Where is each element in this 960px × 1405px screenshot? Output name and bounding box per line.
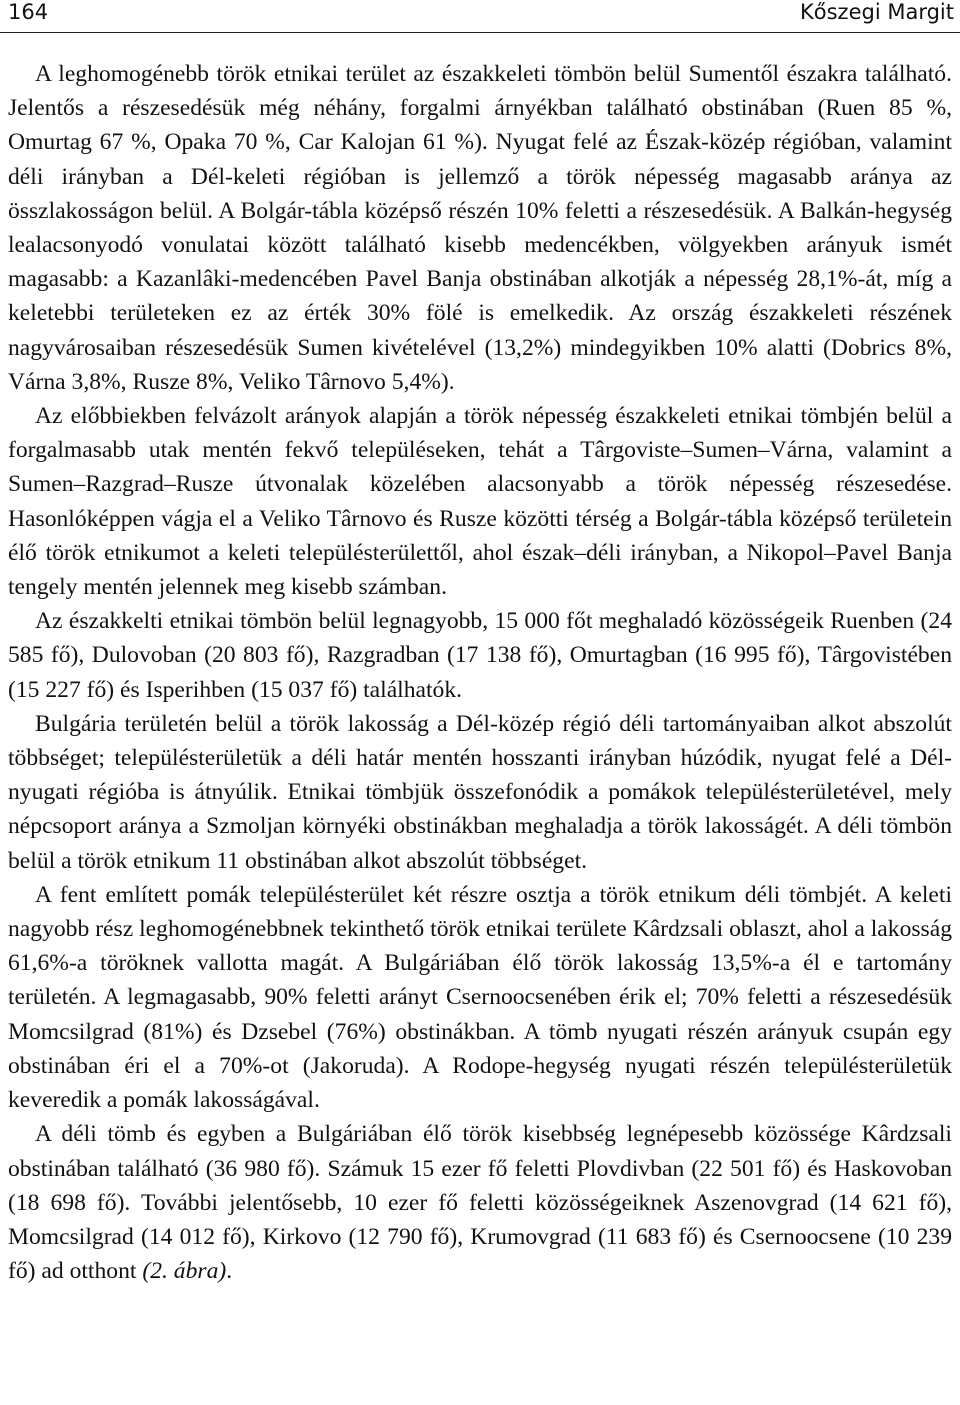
paragraph <box>8 57 952 399</box>
paragraph-text: A fent említett pomák településterület két részre osztja a török etnikum déli tömbjét. A keleti nagyobb rész leghomogénebbnek tekinthető török etnikai területe Kârdzsali oblaszt, ahol a lakosság 61,6%-a töröknek vallotta magát. A Bulgáriában élő török lakosság 13,5%-a él e tartomány területén. A legmagasabb, 90% feletti arányt Csernoocsenében érik el; 70% feletti a részesedésük Momcsilgrad (81%) és Dzsebel (76%) obstinákban. A tömb nyugati részén arányuk csupán egy obstinában éri el a 70%-ot (Jakoruda). A Rodope-hegység nyugati részén településterületük keveredik a pomák lakosságával. <box>8 881 952 1114</box>
paragraph <box>8 878 952 1117</box>
paragraph-text: Bulgária területén belül a török lakosság a Dél-közép régió déli tartományaiban alkot abszolút többséget; településterületük a déli határ mentén hosszanti irányban húzódik, nyugat felé a Dél-nyugati régióba is átnyúlik. Etnikai tömbjük összefonódik a pomákok településterületével, mely népcsoport aránya a Szmoljan környéki obstinákban meghaladja a török lakosságét. A déli tömbön belül a török etnikum 11 obstinában alkot abszolút többséget. <box>8 710 952 874</box>
paragraph-text: Az északkelti etnikai tömbön belül legnagyobb, 15 000 főt meghaladó közösségeik Ruenben (24 585 fő), Dulovoban (20 803 fő), Razgradban (17 138 fő), Omurtagban (16 995 fő), Târgovistében (15 227 fő) és Isperihben (15 037 fő) találhatók. <box>8 608 952 703</box>
running-head-author: Kőszegi Margit <box>800 0 954 24</box>
paragraph-text: Az előbbiekben felvázolt arányok alapján a török népesség északkeleti etnikai tömbjén belül a forgalmasabb utak mentén fekvő településeken, tehát a Târgoviste–Sumen–Várna, valamint a Sumen–Razgrad–Rusze útvonalak közelében alacsonyabb a török népesség részesedése. Hasonlóképpen vágja el a Veliko Târnovo és Rusze közötti térség a Bolgár-tábla középső területein élő török etnikumot a keleti településterülettől, ahol észak–déli irányban, a Nikopol–Pavel Banja tengely mentén jelennek meg kisebb számban. <box>8 403 952 601</box>
body-text <box>8 57 952 1288</box>
paragraph <box>8 604 952 707</box>
page-number: 164 <box>8 0 49 24</box>
paragraph <box>8 399 952 604</box>
paragraph-text: A déli tömb és egyben a Bulgáriában élő török kisebbség legnépesebb közössége Kârdzsali obstinában található (36 980 fő). Számuk 15 ezer fő feletti Plovdivban (22 501 fő) és Haskovoban (18 698 fő). További jelentősebb, 10 ezer fő feletti közösségeiknek Aszenovgrad (14 621 fő), Momcsilgrad (14 012 fő), Kirkovo (12 790 fő), Krumovgrad (11 683 fő) és Csernoocsene (10 239 fő) ad otthont <box>8 1121 952 1285</box>
running-header <box>0 0 960 33</box>
paragraph-text: A leghomogénebb török etnikai terület az északkeleti tömbön belül Sumentől északra található. Jelentős a részesedésük még néhány, forgalmi árnyékban található obstinában (Ruen 85 %, Omurtag 67 %, Opaka 70 %, Car Kalojan 61 %). Nyugat felé az Észak-közép régióban, valamint déli irányban a Dél-keleti régióban is jellemző a török népesség magasabb aránya az összlakosságon belül. A Bolgár-tábla középső részén 10% feletti a részesedésük. A Balkán-hegység lealacsonyodó vonulatai között található kisebb medencékben, völgyekben arányuk ismét magasabb: a Kazanlâki-medencében Pavel Banja obstinában alkotják a népesség 28,1%-át, míg a keletebbi területeken ez az érték 30% fölé is emelkedik. Az ország északkeleti részének nagyvárosaiban részesedésük Sumen kivételével (13,2%) mindegyikben 10% alatti (Dobrics 8%, Várna 3,8%, Rusze 8%, Veliko Târnovo 5,4%). <box>8 61 952 395</box>
paragraph <box>8 1117 952 1288</box>
paragraph <box>8 707 952 878</box>
paragraph-end: . <box>226 1258 233 1285</box>
figure-reference: (2. ábra) <box>142 1258 227 1285</box>
